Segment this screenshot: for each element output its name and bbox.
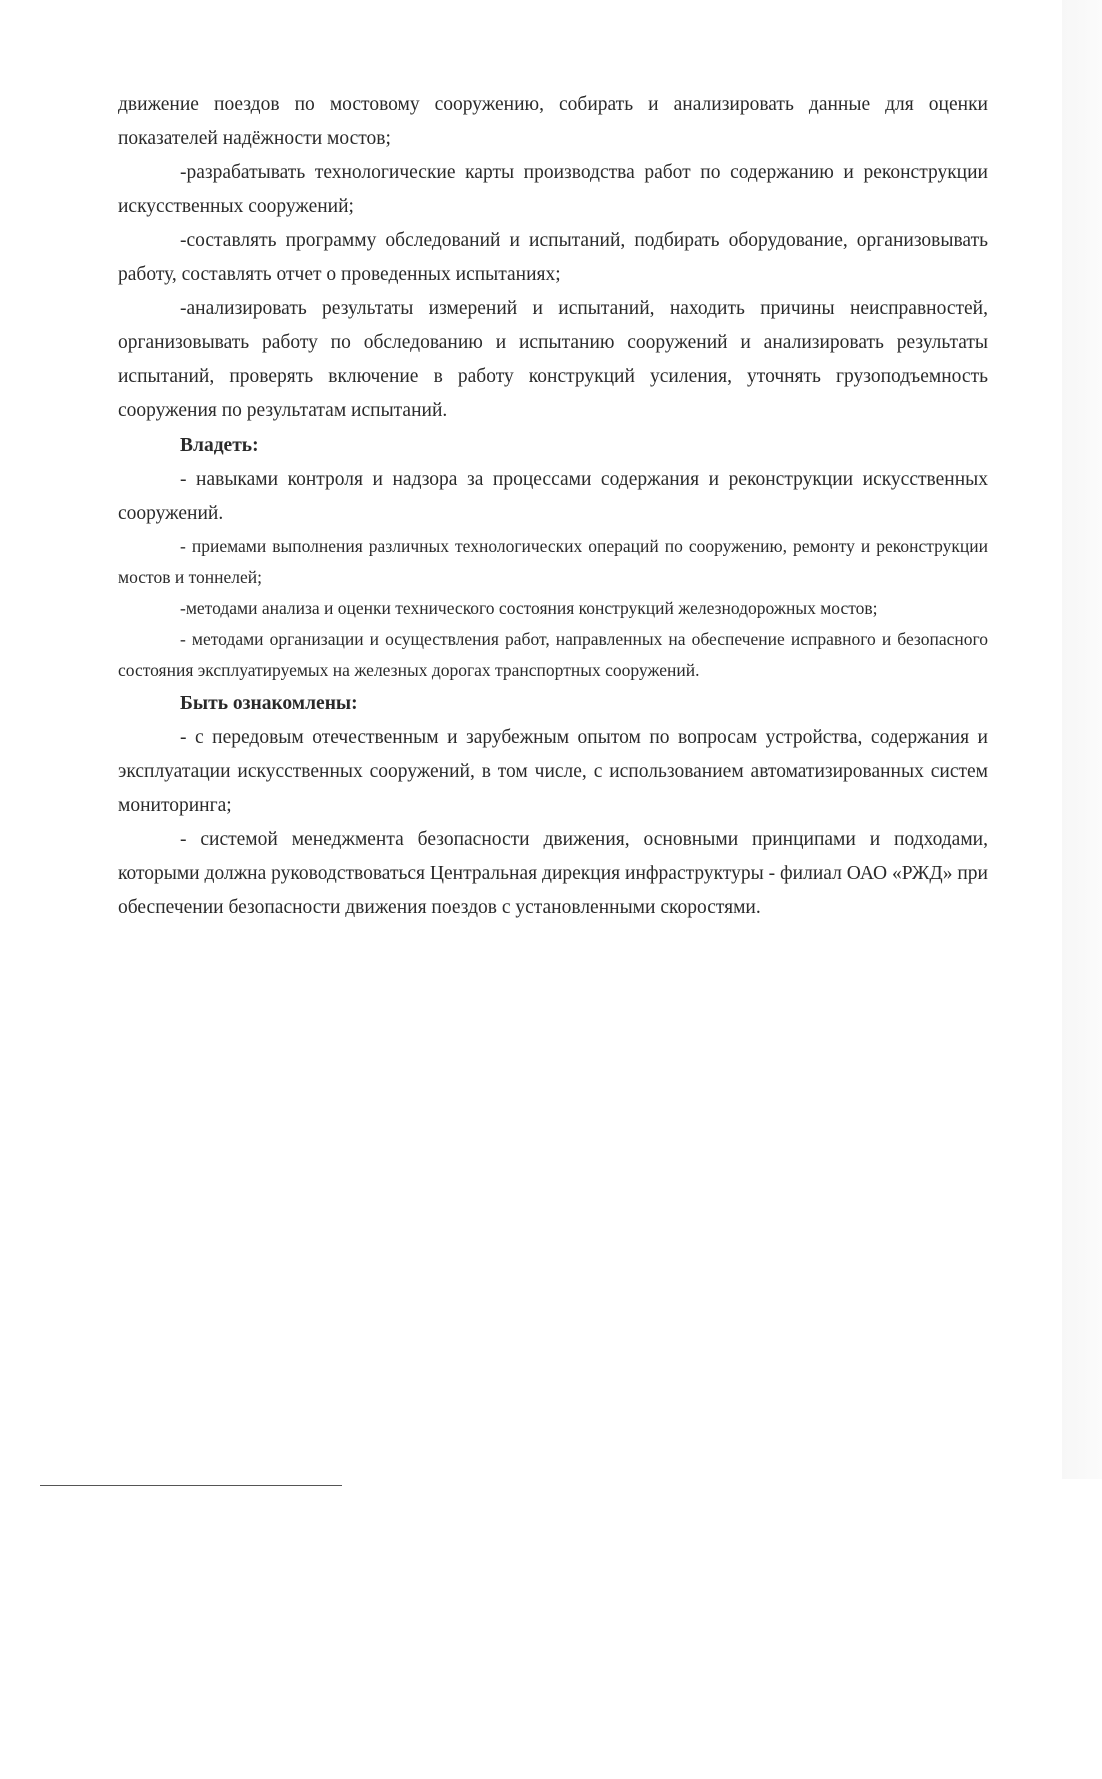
paragraph-control-skills: - навыками контроля и надзора за процессами содержания и реконструкции искусственных сооружений.: [118, 469, 988, 524]
paragraph-continuation: движение поездов по мостовому сооружению, собирать и анализировать данные для оценки показателей надёжности мостов;: [118, 94, 988, 149]
paragraph-safety-management: - системой менеджмента безопасности движения, основными принципами и подходами, которыми должна руководствоваться Центральная дирекция инфраструктуры - филиал ОАО «РЖД» при обеспечении безопасности движения поездов с установленными скоростями.: [118, 829, 988, 918]
paragraph-analysis-methods: -методами анализа и оценки технического состояния конструкций железнодорожных мостов;: [180, 598, 878, 618]
paragraph-advanced-experience: - с передовым отечественным и зарубежным опытом по вопросам устройства, содержания и эксплуатации искусственных сооружений, в том числе, с использованием автоматизированных систем мониторинга;: [118, 727, 988, 816]
document-body: [118, 88, 988, 925]
heading-byt-oznakomleny: Быть ознакомлены:: [180, 693, 358, 714]
paragraph-organization-methods: - методами организации и осуществления работ, направленных на обеспечение исправного и безопасного состояния эксплуатируемых на железных дорогах транспортных сооружений.: [118, 629, 988, 680]
heading-vladet: Владеть:: [180, 435, 259, 456]
paragraph-analyze-results: -анализировать результаты измерений и испытаний, находить причины неисправностей, организовывать работу по обследованию и испытанию сооружений и анализировать результаты испытаний, проверять включение в работу конструкций усиления, уточнять грузоподъемность сооружения по результатам испытаний.: [118, 298, 988, 421]
paragraph-tech-maps: -разрабатывать технологические карты производства работ по содержанию и реконструкции искусственных сооружений;: [118, 162, 988, 217]
paragraph-test-program: -составлять программу обследований и испытаний, подбирать оборудование, организовывать работу, составлять отчет о проведенных испытаниях;: [118, 230, 988, 285]
scan-edge-shadow: [1062, 0, 1102, 1479]
paragraph-tech-operations: - приемами выполнения различных технологических операций по сооружению, ремонту и реконструкции мостов и тоннелей;: [118, 536, 988, 587]
footnote-separator-line: [40, 1485, 342, 1486]
